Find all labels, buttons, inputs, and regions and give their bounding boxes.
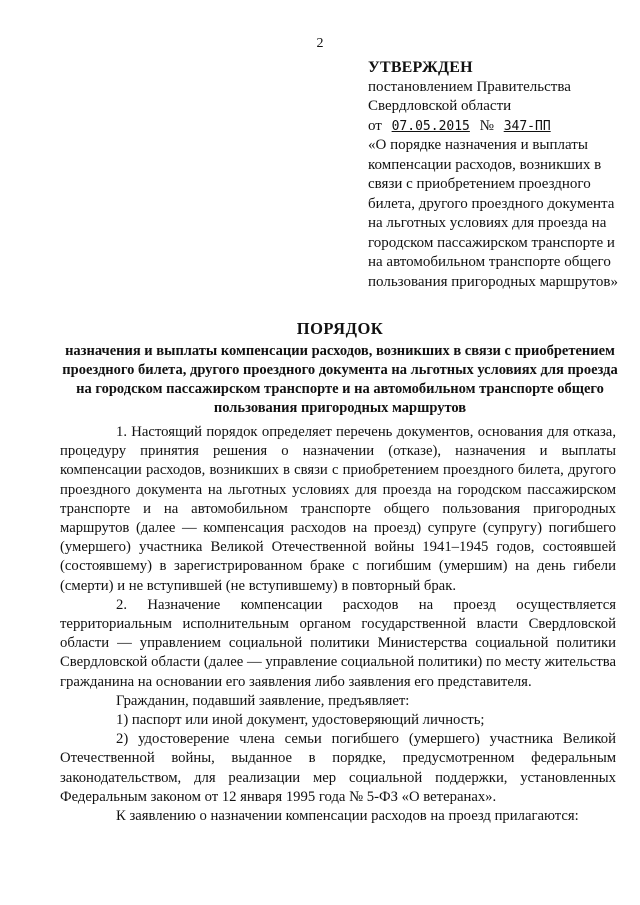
document-title-block <box>60 319 620 418</box>
paragraph: 1. Настоящий порядок определяет перечень документов, основания для отказа, процедуру принятия решения о назначении (отказе), назначения и выплаты компенсации расходов, возникших в связи с приобретением проездного билета, другого проездного документа на льготных условиях для проезда на городском пассажирском транспорте и на автомобильном транспорте общего пользования пригородных маршрутов (далее — компенсация расходов на проезд) супруге (супругу) погибшего (умершего) участника Великой Отечественной войны 1941–1945 годов, состоявшей (состоявшему) в зарегистрированном браке с погибшим (умершим) на день гибели (смерти) и не вступившей (не вступившему) в повторный брак. <box>60 424 616 594</box>
page-number: 2 <box>316 36 324 51</box>
approval-line-1: постановлением Правительства <box>368 78 571 95</box>
document-body <box>60 423 616 826</box>
approval-number: 347-ПП <box>503 118 551 134</box>
paragraph: Гражданин, подавший заявление, предъявляет: <box>116 692 410 709</box>
approval-stamp-block <box>368 58 618 292</box>
approval-date: 07.05.2015 <box>391 118 470 134</box>
number-prefix: № <box>479 117 494 134</box>
document-subtitle: назначения и выплаты компенсации расходов, возникших в связи с приобретением проездного билета, другого проездного документа на льготных условиях для проезда на городском пассажирском транспорте и на автомобильном транспорте общего пользования пригородных маршрутов <box>62 343 618 416</box>
approval-doc-title: «О порядке назначения и выплаты компенсации расходов, возникших в связи с приобретением проездного билета, другого проездного документа на льготных условиях для проезда на городском пассажирском транспорте и на автомобильном транспорте общего пользования пригородных маршрутов» <box>368 137 618 290</box>
approval-heading: УТВЕРЖДЕН <box>368 59 473 76</box>
paragraph: 2) удостоверение члена семьи погибшего (умершего) участника Великой Отечественной войны, выданное в порядке, предусмотренном федеральным законодательством, для реализации мер социальной поддержки, установленных Федеральным законом от 12 января 1995 года № 5-ФЗ «О ветеранах». <box>60 731 616 805</box>
paragraph: 2. Назначение компенсации расходов на проезд осуществляется территориальным исполнительным органом государственной власти Свердловской области — управлением социальной политики Министерства социальной политики Свердловской области (далее — управление социальной политики) по месту жительства гражданина на основании его заявления либо заявления его представителя. <box>60 596 616 690</box>
approval-date-number-line <box>368 117 618 137</box>
paragraph: 1) паспорт или иной документ, удостоверяющий личность; <box>116 712 485 729</box>
document-title: ПОРЯДОК <box>296 319 384 338</box>
paragraph: К заявлению о назначении компенсации расходов на проезд прилагаются: <box>116 808 579 825</box>
approval-line-2: Свердловской области <box>368 98 512 114</box>
date-prefix: от <box>368 117 382 134</box>
